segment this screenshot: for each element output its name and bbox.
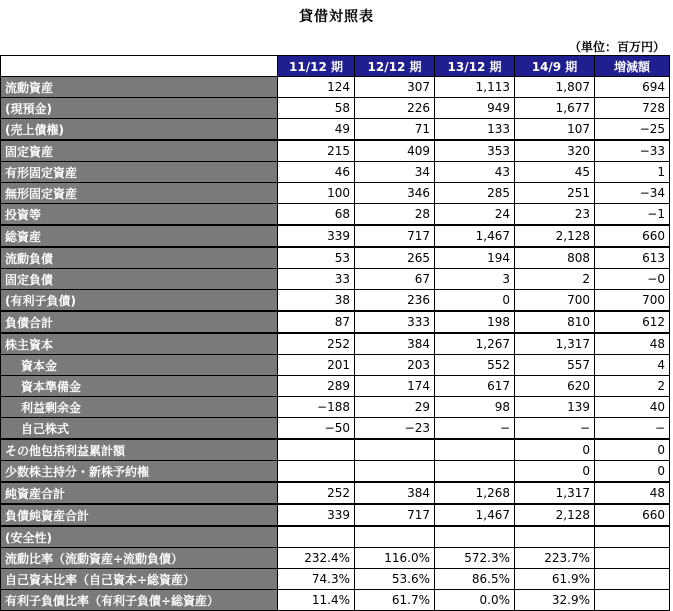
row-label: 固定負債 <box>1 269 278 290</box>
row-value: 53 <box>278 247 355 269</box>
row-value: 33 <box>278 269 355 290</box>
row-value <box>435 439 515 461</box>
row-value: 24 <box>435 204 515 226</box>
row-value: 198 <box>435 311 515 333</box>
row-value: 32.9% <box>515 590 595 611</box>
table-row <box>1 504 670 526</box>
unit-note: （単位：百万円） <box>568 40 665 54</box>
row-value: 0 <box>515 461 595 483</box>
header-row <box>1 56 670 77</box>
table-row <box>1 311 670 333</box>
row-value: 28 <box>355 204 435 226</box>
page-title: 貸借対照表 <box>299 9 374 25</box>
table-row <box>1 333 670 355</box>
row-value: −23 <box>355 418 435 440</box>
row-value: 285 <box>435 183 515 204</box>
row-value: 1,268 <box>435 482 515 504</box>
row-value: 133 <box>435 119 515 141</box>
row-label: (売上債権) <box>1 119 278 141</box>
row-value <box>435 526 515 548</box>
row-label: (現預金) <box>1 98 278 119</box>
table-row <box>1 77 670 98</box>
row-label: 負債純資産合計 <box>1 504 278 526</box>
row-label: 固定資産 <box>1 140 278 162</box>
row-value: 728 <box>595 98 670 119</box>
row-value: 38 <box>278 290 355 312</box>
row-value: 612 <box>595 311 670 333</box>
row-value: −188 <box>278 397 355 418</box>
col-header: 12/12 期 <box>355 56 435 77</box>
row-label: 流動負債 <box>1 247 278 269</box>
row-label: 少数株主持分・新株予約権 <box>1 461 278 483</box>
row-value: 339 <box>278 225 355 247</box>
row-value: 49 <box>278 119 355 141</box>
table-row <box>1 183 670 204</box>
row-value: 58 <box>278 98 355 119</box>
row-value: 100 <box>278 183 355 204</box>
row-value: 339 <box>278 504 355 526</box>
row-value: 717 <box>355 225 435 247</box>
col-header: 11/12 期 <box>278 56 355 77</box>
row-label: 総資産 <box>1 225 278 247</box>
row-value: −50 <box>278 418 355 440</box>
row-label: 利益剰余金 <box>1 397 278 418</box>
row-value: 265 <box>355 247 435 269</box>
row-value: 232.4% <box>278 548 355 569</box>
row-value: 289 <box>278 376 355 397</box>
table-row <box>1 140 670 162</box>
table-row <box>1 461 670 483</box>
table-row <box>1 418 670 440</box>
row-value: 203 <box>355 355 435 376</box>
table-row <box>1 590 670 611</box>
row-value: 48 <box>595 333 670 355</box>
row-value: 2,128 <box>515 504 595 526</box>
row-value: 700 <box>515 290 595 312</box>
row-value: 660 <box>595 504 670 526</box>
row-label: 自己資本比率（自己資本÷総資産） <box>1 569 278 590</box>
row-value: − <box>595 418 670 440</box>
row-value: 810 <box>515 311 595 333</box>
row-value: 107 <box>515 119 595 141</box>
row-value: 572.3% <box>435 548 515 569</box>
row-label: (安全性) <box>1 526 278 548</box>
row-value <box>355 526 435 548</box>
row-value <box>355 461 435 483</box>
balance-sheet-table <box>0 55 670 611</box>
row-value: 307 <box>355 77 435 98</box>
row-value: −34 <box>595 183 670 204</box>
table-row <box>1 439 670 461</box>
row-value: 48 <box>595 482 670 504</box>
row-label: 資本金 <box>1 355 278 376</box>
row-value: 384 <box>355 333 435 355</box>
row-value: 43 <box>435 162 515 183</box>
row-label: その他包括利益累計額 <box>1 439 278 461</box>
row-value: 2,128 <box>515 225 595 247</box>
row-label: 流動比率（流動資産÷流動負債） <box>1 548 278 569</box>
row-value: 139 <box>515 397 595 418</box>
table-row <box>1 247 670 269</box>
row-value <box>278 439 355 461</box>
col-header: 14/9 期 <box>515 56 595 77</box>
row-value: 0 <box>515 439 595 461</box>
table-row <box>1 290 670 312</box>
row-label: 有利子負債比率（有利子負債÷総資産） <box>1 590 278 611</box>
row-value: 223.7% <box>515 548 595 569</box>
row-value: 1,317 <box>515 482 595 504</box>
row-label: 無形固定資産 <box>1 183 278 204</box>
row-value: 201 <box>278 355 355 376</box>
row-value <box>595 526 670 548</box>
row-value: 252 <box>278 482 355 504</box>
row-value: 29 <box>355 397 435 418</box>
row-value: 1,267 <box>435 333 515 355</box>
row-value: 194 <box>435 247 515 269</box>
row-value: 0.0% <box>435 590 515 611</box>
row-value: −0 <box>595 269 670 290</box>
row-value: 346 <box>355 183 435 204</box>
row-value: 40 <box>595 397 670 418</box>
row-value: 1,467 <box>435 225 515 247</box>
row-label: 流動資産 <box>1 77 278 98</box>
row-value: 11.4% <box>278 590 355 611</box>
row-value: 87 <box>278 311 355 333</box>
row-label: 株主資本 <box>1 333 278 355</box>
row-value <box>595 590 670 611</box>
row-value: 333 <box>355 311 435 333</box>
row-value: 0 <box>435 290 515 312</box>
row-value: 949 <box>435 98 515 119</box>
table-row <box>1 225 670 247</box>
row-value <box>595 548 670 569</box>
row-value: 1,677 <box>515 98 595 119</box>
row-value: 1,467 <box>435 504 515 526</box>
row-value: 251 <box>515 183 595 204</box>
row-value: 320 <box>515 140 595 162</box>
table-row <box>1 98 670 119</box>
row-value: − <box>515 418 595 440</box>
row-value: 660 <box>595 225 670 247</box>
row-value: 226 <box>355 98 435 119</box>
header-blank <box>1 56 278 77</box>
row-value: 1,807 <box>515 77 595 98</box>
row-value: 68 <box>278 204 355 226</box>
row-value: −25 <box>595 119 670 141</box>
row-value: 252 <box>278 333 355 355</box>
table-row <box>1 355 670 376</box>
row-value: 620 <box>515 376 595 397</box>
row-value: 215 <box>278 140 355 162</box>
row-value: 384 <box>355 482 435 504</box>
row-value: 808 <box>515 247 595 269</box>
row-value: 613 <box>595 247 670 269</box>
row-value: 34 <box>355 162 435 183</box>
row-label: 資本準備金 <box>1 376 278 397</box>
row-value: −1 <box>595 204 670 226</box>
row-value: 45 <box>515 162 595 183</box>
row-value: 0 <box>595 461 670 483</box>
table-row <box>1 569 670 590</box>
row-value: 2 <box>515 269 595 290</box>
row-value: 67 <box>355 269 435 290</box>
row-label: 有形固定資産 <box>1 162 278 183</box>
row-value: 1,317 <box>515 333 595 355</box>
row-value: 53.6% <box>355 569 435 590</box>
row-value: 23 <box>515 204 595 226</box>
row-value: 617 <box>435 376 515 397</box>
row-value: 98 <box>435 397 515 418</box>
row-value: 700 <box>595 290 670 312</box>
row-value: 61.9% <box>515 569 595 590</box>
table-row <box>1 548 670 569</box>
table-row <box>1 526 670 548</box>
table-row <box>1 119 670 141</box>
table-row <box>1 162 670 183</box>
table-row <box>1 204 670 226</box>
row-value: 3 <box>435 269 515 290</box>
row-label: 負債合計 <box>1 311 278 333</box>
row-value: 717 <box>355 504 435 526</box>
row-value: 174 <box>355 376 435 397</box>
row-value: 557 <box>515 355 595 376</box>
row-value: 86.5% <box>435 569 515 590</box>
row-value <box>435 461 515 483</box>
row-label: 純資産合計 <box>1 482 278 504</box>
row-value <box>278 461 355 483</box>
row-value <box>278 526 355 548</box>
row-value: 4 <box>595 355 670 376</box>
row-value: 124 <box>278 77 355 98</box>
row-value: 74.3% <box>278 569 355 590</box>
row-value: 694 <box>595 77 670 98</box>
row-value <box>595 569 670 590</box>
row-value: 409 <box>355 140 435 162</box>
row-value: −33 <box>595 140 670 162</box>
row-label: 自己株式 <box>1 418 278 440</box>
row-value: 1,113 <box>435 77 515 98</box>
table-row <box>1 397 670 418</box>
table-row <box>1 376 670 397</box>
row-value <box>355 439 435 461</box>
row-value: 353 <box>435 140 515 162</box>
row-value: 0 <box>595 439 670 461</box>
row-value: 2 <box>595 376 670 397</box>
row-value: − <box>435 418 515 440</box>
row-value: 46 <box>278 162 355 183</box>
col-header: 増減額 <box>595 56 670 77</box>
row-value: 552 <box>435 355 515 376</box>
row-label: 投資等 <box>1 204 278 226</box>
row-value: 71 <box>355 119 435 141</box>
row-value: 1 <box>595 162 670 183</box>
row-value <box>515 526 595 548</box>
row-label: (有利子負債) <box>1 290 278 312</box>
row-value: 236 <box>355 290 435 312</box>
table-row <box>1 482 670 504</box>
col-header: 13/12 期 <box>435 56 515 77</box>
row-value: 116.0% <box>355 548 435 569</box>
row-value: 61.7% <box>355 590 435 611</box>
table-row <box>1 269 670 290</box>
